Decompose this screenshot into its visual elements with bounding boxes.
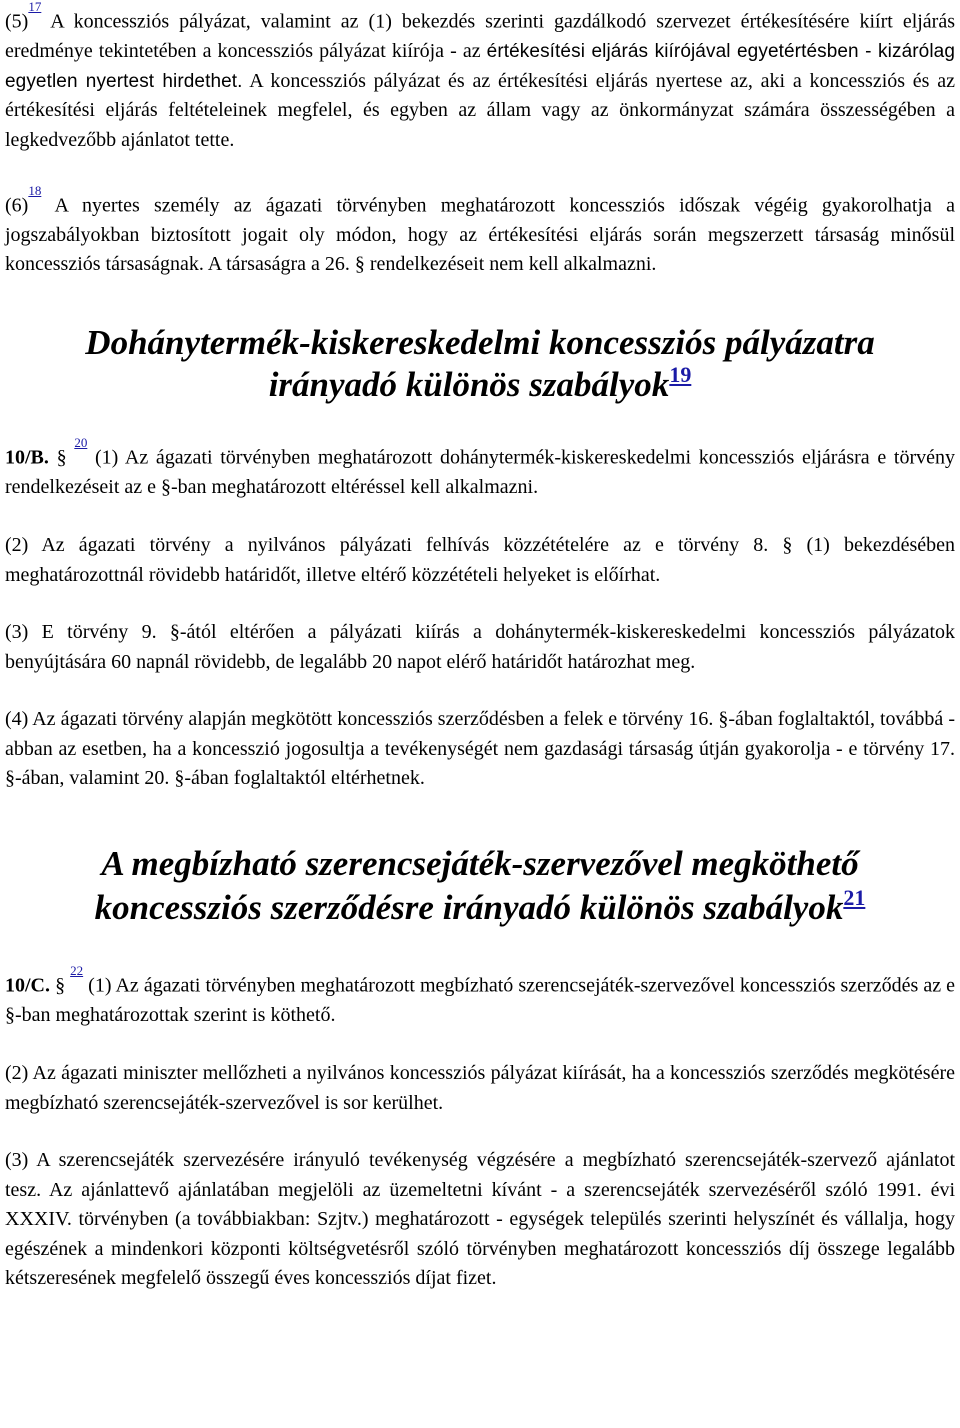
heading-line-2: koncessziós szerződésre irányadó különös szabályok [94,888,844,928]
section-number: 10/B. [5,446,49,469]
section-heading-gambling [5,842,955,930]
section-10b-paragraph-3: (3) E törvény 9. §-ától eltérően a pályázati kiírás a dohánytermék-kiskereskedelmi koncessziós pályázatok benyújtására 60 napnál rövidebb, de legalább 20 napot elérő határidőt határozhat meg. [5,621,955,673]
paragraph-6 [5,184,955,280]
section-sign: § [55,974,66,997]
section-heading-tobacco [5,322,955,406]
footnote-link-21[interactable]: 21 [843,885,866,911]
paragraph-text-sans: értékesítési eljárás kiírójával egyetértésben - kizárólag egyetlen nyertest hirdethet. [5,41,955,92]
section-10b-paragraph-4: (4) Az ágazati törvény alapján megkötött koncessziós szerződésben a felek e törvény 16. §-ában foglaltaktól, továbbá - abban az esetben, ha a koncesszió jogosultja a tevékenységét nem gazdasági társaság útján gyakorolja - e törvény 17. §-ában, valamint 20. §-ában foglaltaktól eltérhetnek. [5,708,955,790]
paragraph-text-tail: A koncessziós pályázat és az értékesítési eljárás nyertese az, aki a koncessziós és az értékesítési eljárás feltételeinek megfelel, és egyben az állam vagy az önkormányzat számára összességében a legkedvezőbb ajánlatot tette. [5,69,955,152]
heading-line-1: Dohánytermék-kiskereskedelmi koncessziós pályázatra [85,323,875,363]
paragraph-text: A nyertes személy az ágazati törvényben meghatározott koncessziós időszak végéig gyakorolhatja a jogszabályokban biztosított jogait oly módon, hogy az értékesítési eljárás során megszerzett társaság minősül koncessziós társaságnak. A társaságra a 26. § rendelkezéseit nem kell alkalmazni. [5,194,955,276]
heading-line-2: irányadó különös szabályok [268,365,670,405]
paragraph-text: A koncessziós pályázat, valamint az (1) bekezdés szerinti gazdálkodó szervezet értékesítésére kiírt eljárás eredménye tekintetében a koncessziós pályázat kiírója - az [5,10,955,63]
paragraph-text: (1) Az ágazati törvényben meghatározott megbízható szerencsejáték-szervezővel koncessziós szerződés az e §-ban meghatározottak szerint is köthető. [5,974,956,1027]
footnote-link-20[interactable]: 20 [74,435,88,451]
paragraph-5 [5,0,955,156]
paragraph-number: (5) [5,10,29,33]
section-10b-paragraph-2: (2) Az ágazati törvény a nyilvános pályázati felhívás közzétételére az e törvény 8. § (1) bekezdésében meghatározottnál rövidebb határidőt, illetve eltérő közzétételi helyeket is előírhat. [5,533,955,586]
footnote-link-18[interactable]: 18 [28,182,42,198]
footnote-link-22[interactable]: 22 [70,963,84,979]
section-10b-paragraph-1 [5,436,955,503]
paragraph-number: (6) [5,194,29,217]
footnote-link-17[interactable]: 17 [28,0,42,14]
section-10c-paragraph-2: (2) Az ágazati miniszter mellőzheti a nyilvános koncessziós pályázat kiírását, ha a koncessziós szerződés megkötésére megbízható szerencsejáték-szervezővel is sor kerülhet. [5,1061,955,1114]
section-number: 10/C. [5,974,50,997]
heading-line-1: A megbízható szerencsejáték-szervezővel megköthető [101,844,859,884]
section-10c-paragraph-1 [5,964,955,1031]
footnote-link-19[interactable]: 19 [669,362,692,388]
paragraph-text: (1) Az ágazati törvényben meghatározott dohánytermék-kiskereskedelmi koncessziós eljárásra e törvény rendelkezéseit az e §-ban meghatározott eltéréssel kell alkalmazni. [5,446,956,499]
section-10c-paragraph-3: (3) A szerencsejáték szervezésére irányuló tevékenység végzésére a megbízható szerencsejáték-szervező ajánlatot tesz. Az ajánlattevő ajánlatában megjelöli az üzemeltetni kívánt - a szerencsejáték szervezéséről szóló 1991. évi XXXIV. törvényben (a továbbiakban: Szjtv.) meghatározott - egységek település szerinti helyszínét és vállalja, hogy egészének a mindenkori központi költségvetésről szóló törvényben meghatározott koncessziós díj összege legalább kétszeresének megfelelő összegű éves koncessziós díjat fizet. [5,1149,955,1290]
section-sign: § [56,446,67,469]
